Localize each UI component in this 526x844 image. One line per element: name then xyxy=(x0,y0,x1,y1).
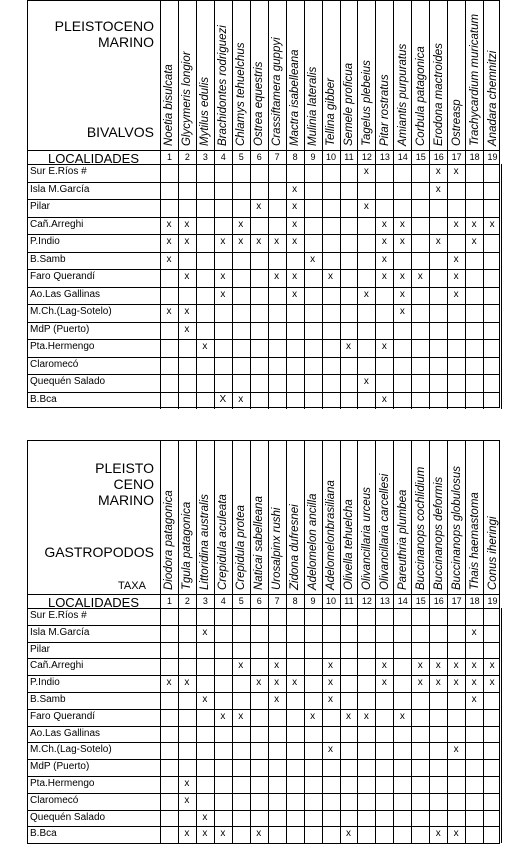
species-name: Olivella tehuelcha xyxy=(342,499,355,590)
occurrence-mark: x xyxy=(453,744,459,756)
occurrence-mark: x xyxy=(256,236,262,247)
species-column-header xyxy=(483,0,501,150)
occurrence-mark: x xyxy=(435,236,441,247)
locality-name: P.Indio xyxy=(30,236,60,247)
column-divider xyxy=(501,164,502,409)
species-column-header xyxy=(393,440,411,594)
occurrence-mark: x xyxy=(292,236,298,247)
occurrence-mark: x xyxy=(274,677,280,689)
column-number: 2 xyxy=(178,594,196,608)
species-name: Mytilus edulis xyxy=(199,76,212,146)
occurrence-mark: x xyxy=(381,253,387,265)
column-divider xyxy=(178,608,179,843)
species-column-header xyxy=(340,0,358,150)
species-name: Urosalpinx rushi xyxy=(271,507,284,590)
species-name: Tellina gibber xyxy=(325,78,338,146)
occurrence-mark: x xyxy=(310,710,316,722)
species-column-header xyxy=(357,0,375,150)
species-name: Chlamys tehuelchus xyxy=(235,42,248,146)
occurrence-mark: x xyxy=(453,677,459,689)
occurrence-mark: x xyxy=(471,677,477,689)
species-name: Semele proficua xyxy=(342,62,355,146)
locality-name: B.Bca xyxy=(30,828,57,840)
species-name: Olivancillaria carcellesi xyxy=(378,473,391,590)
column-divider xyxy=(286,608,287,843)
occurrence-mark: x xyxy=(184,271,190,282)
occurrence-mark: x xyxy=(220,710,226,722)
occurrence-mark: x xyxy=(274,694,280,705)
species-name: Erodona mactroides xyxy=(432,43,445,146)
occurrence-mark: x xyxy=(292,288,298,300)
occurrence-mark: x xyxy=(166,677,172,689)
occurrence-mark: x xyxy=(238,236,244,247)
column-divider xyxy=(411,608,412,843)
locality-name: Isla M.García xyxy=(30,183,90,195)
occurrence-mark: x xyxy=(417,677,423,689)
occurrence-mark: x xyxy=(453,166,459,177)
occurrence-mark: x xyxy=(381,341,387,352)
locality-name: B.Samb xyxy=(30,253,66,265)
species-name: Tgula patagonica xyxy=(181,501,194,590)
header-title-line: MARINO xyxy=(98,34,154,50)
column-number: 3 xyxy=(196,150,214,164)
occurrence-mark: x xyxy=(166,236,172,247)
locality-name: B.Samb xyxy=(30,694,66,705)
occurrence-mark: x xyxy=(328,271,334,282)
occurrence-mark: x xyxy=(184,218,190,230)
species-column-header xyxy=(286,0,304,150)
occurrence-mark: x xyxy=(202,828,208,840)
species-column-header xyxy=(214,0,232,150)
occurrence-mark: x xyxy=(328,694,334,705)
column-number: 11 xyxy=(340,594,358,608)
occurrence-mark: x xyxy=(453,271,459,282)
locality-name: Isla M.García xyxy=(30,626,90,638)
column-divider xyxy=(483,164,484,409)
species-column-header xyxy=(160,0,178,150)
locality-name: Cañ.Arreghi xyxy=(30,218,84,230)
occurrence-mark: x xyxy=(435,828,441,840)
column-divider xyxy=(465,164,466,409)
locality-name: MdP (Puerto) xyxy=(30,323,90,335)
locality-name: Claromecó xyxy=(30,358,79,370)
occurrence-mark: x xyxy=(202,626,208,638)
taxa-label: TAXA xyxy=(118,580,146,592)
column-number: 9 xyxy=(304,594,322,608)
species-column-header xyxy=(286,440,304,594)
column-divider xyxy=(501,608,502,843)
species-name: Olivancillaria urceus xyxy=(360,487,373,590)
species-name: Mactra isabelleana xyxy=(289,49,302,146)
header-title-line: PLEISTO xyxy=(95,460,154,476)
occurrence-mark: x xyxy=(220,271,226,282)
column-number: 6 xyxy=(250,150,268,164)
species-name: Mulinia lateralis xyxy=(307,66,320,146)
species-name: Crepidula aculeata xyxy=(217,494,230,590)
column-divider xyxy=(375,164,376,409)
occurrence-mark: x xyxy=(328,677,334,689)
column-divider xyxy=(375,608,376,843)
species-name: Noetia bisulcata xyxy=(163,64,176,146)
column-number: 11 xyxy=(340,150,358,164)
occurrence-mark: x xyxy=(328,744,334,756)
header-title-line: PLEISTOCENO xyxy=(54,18,154,34)
localidades-label: LOCALIDADES xyxy=(47,151,140,166)
column-number: 12 xyxy=(357,150,375,164)
group-label: BIVALVOS xyxy=(86,124,154,140)
column-number: 14 xyxy=(393,150,411,164)
column-divider xyxy=(357,608,358,843)
column-number: 7 xyxy=(268,594,286,608)
occurrence-mark: x xyxy=(328,660,334,672)
bivalvos-table xyxy=(0,0,526,408)
occurrence-mark: x xyxy=(220,828,226,840)
species-column-header xyxy=(268,440,286,594)
column-number: 7 xyxy=(268,150,286,164)
species-name: Naticai sabelleana xyxy=(253,496,266,590)
species-column-header xyxy=(160,440,178,594)
column-number: 10 xyxy=(322,150,340,164)
column-number: 1 xyxy=(160,594,178,608)
header-title-line: MARINO xyxy=(98,492,154,508)
species-name: Crepidula protea xyxy=(235,504,248,590)
localidades-label: LOCALIDADES xyxy=(47,595,140,610)
occurrence-mark: x xyxy=(184,828,190,840)
gastropodos-table xyxy=(0,440,526,844)
occurrence-mark: x xyxy=(489,677,495,689)
column-number: 6 xyxy=(250,594,268,608)
occurrence-mark: x xyxy=(202,811,208,823)
species-column-header xyxy=(483,440,501,594)
species-name: Pareuthria plumbea xyxy=(396,489,409,590)
species-name: Conus iheringi xyxy=(486,516,499,590)
column-divider xyxy=(411,164,412,409)
column-number: 5 xyxy=(232,594,250,608)
occurrence-mark: x xyxy=(310,253,316,265)
column-number: 10 xyxy=(322,594,340,608)
occurrence-mark: x xyxy=(363,166,369,177)
species-column-header xyxy=(375,0,393,150)
locality-name: P.Indio xyxy=(30,677,60,689)
occurrence-mark: x xyxy=(399,236,405,247)
column-number: 2 xyxy=(178,150,196,164)
locality-name: Ao.Las Gallinas xyxy=(30,727,101,739)
occurrence-mark: x xyxy=(166,306,172,317)
column-divider xyxy=(304,608,305,843)
occurrence-mark: x xyxy=(274,660,280,672)
locality-name: Quequén Salado xyxy=(30,376,106,387)
occurrence-mark: x xyxy=(381,677,387,689)
locality-name: M.Ch.(Lag-Sotelo) xyxy=(30,306,112,317)
column-divider xyxy=(393,164,394,409)
occurrence-mark: x xyxy=(184,778,190,789)
species-name: Thais haemastoma xyxy=(468,492,481,590)
occurrence-mark: x xyxy=(453,660,459,672)
species-column-header xyxy=(304,440,322,594)
column-number: 4 xyxy=(214,594,232,608)
species-column-header xyxy=(340,440,358,594)
occurrence-mark: x xyxy=(399,218,405,230)
species-column-header xyxy=(411,0,429,150)
locality-name: Ao.Las Gallinas xyxy=(30,288,101,300)
species-name: Glycymeris longior xyxy=(181,51,194,146)
occurrence-mark: x xyxy=(381,393,387,405)
species-name: Anadara chemnitzi xyxy=(486,50,499,146)
column-divider xyxy=(429,608,430,843)
occurrence-mark: x xyxy=(238,393,244,405)
occurrence-mark: x xyxy=(274,271,280,282)
occurrence-mark: x xyxy=(345,710,351,722)
occurrence-mark: x xyxy=(274,236,280,247)
species-name: Ostrea equestris xyxy=(253,61,266,146)
occurrence-mark: x xyxy=(471,236,477,247)
column-number: 19 xyxy=(483,594,501,608)
species-column-header xyxy=(465,440,483,594)
locality-name: Pilar xyxy=(30,201,51,212)
locality-name: Faro Querandí xyxy=(30,271,96,282)
species-name: Crassiftamera guppyi xyxy=(271,37,284,146)
species-name: Buccinanops globulosus xyxy=(450,465,463,590)
column-divider xyxy=(465,608,466,843)
occurrence-mark: x xyxy=(363,201,369,212)
species-column-header xyxy=(375,440,393,594)
locality-name: Quequén Salado xyxy=(30,811,106,823)
occurrence-mark: x xyxy=(453,253,459,265)
occurrence-mark: x xyxy=(471,660,477,672)
occurrence-mark: x xyxy=(399,306,405,317)
species-name: Diodora patagonica xyxy=(163,490,176,590)
column-number: 13 xyxy=(375,594,393,608)
species-name: Pitar rostratus xyxy=(378,74,391,146)
group-label: GASTROPODOS xyxy=(44,544,154,560)
locality-name: MdP (Puerto) xyxy=(30,761,90,773)
species-column-header xyxy=(232,0,250,150)
occurrence-mark: x xyxy=(256,677,262,689)
occurrence-mark: x xyxy=(292,183,298,195)
column-number: 15 xyxy=(411,150,429,164)
column-number: 19 xyxy=(483,150,501,164)
column-divider xyxy=(160,608,161,843)
species-name: Trachycardium muricatum xyxy=(468,13,481,146)
occurrence-mark: x xyxy=(345,828,351,840)
column-divider xyxy=(483,608,484,843)
column-divider xyxy=(214,164,215,409)
column-number: 4 xyxy=(214,150,232,164)
column-divider xyxy=(304,164,305,409)
occurrence-mark: x xyxy=(166,218,172,230)
occurrence-mark: x xyxy=(345,341,351,352)
occurrence-mark: x xyxy=(238,218,244,230)
column-divider xyxy=(357,164,358,409)
occurrence-mark: x xyxy=(220,288,226,300)
species-name: Tagelus plebeius xyxy=(360,60,373,146)
column-divider xyxy=(268,608,269,843)
species-column-header xyxy=(214,440,232,594)
occurrence-mark: x xyxy=(292,677,298,689)
species-column-header xyxy=(178,440,196,594)
occurrence-mark: x xyxy=(381,236,387,247)
occurrence-mark: x xyxy=(292,271,298,282)
species-name: Adelomelon ancilla xyxy=(307,493,320,590)
species-column-header xyxy=(250,0,268,150)
species-column-header xyxy=(304,0,322,150)
occurrence-mark: x xyxy=(417,660,423,672)
column-number: 18 xyxy=(465,150,483,164)
column-divider xyxy=(340,164,341,409)
species-column-header xyxy=(196,440,214,594)
species-name: Buccinanops cochlidium xyxy=(414,466,427,590)
occurrence-mark: x xyxy=(489,660,495,672)
column-divider xyxy=(322,608,323,843)
occurrence-mark: x xyxy=(381,660,387,672)
species-column-header xyxy=(322,0,340,150)
species-column-header xyxy=(411,440,429,594)
column-divider xyxy=(340,608,341,843)
species-column-header xyxy=(268,0,286,150)
column-number: 8 xyxy=(286,150,304,164)
occurrence-mark: x xyxy=(381,271,387,282)
occurrence-mark: x xyxy=(435,166,441,177)
column-number: 5 xyxy=(232,150,250,164)
column-divider xyxy=(286,164,287,409)
occurrence-mark: x xyxy=(220,236,226,247)
species-column-header xyxy=(429,0,447,150)
species-name: Littoridina australis xyxy=(199,494,212,590)
occurrence-mark: x xyxy=(399,271,405,282)
species-column-header xyxy=(465,0,483,150)
occurrence-mark: X xyxy=(219,393,227,405)
occurrence-mark: x xyxy=(166,253,172,265)
occurrence-mark: x xyxy=(363,710,369,722)
occurrence-mark: x xyxy=(363,376,369,387)
occurrence-mark: x xyxy=(292,218,298,230)
column-number: 16 xyxy=(429,150,447,164)
column-number: 17 xyxy=(447,594,465,608)
species-name: Ostreasp xyxy=(450,99,463,146)
locality-name: Faro Querandí xyxy=(30,710,96,722)
occurrence-mark: x xyxy=(381,218,387,230)
column-divider xyxy=(429,164,430,409)
species-column-header xyxy=(429,440,447,594)
species-column-header xyxy=(232,440,250,594)
column-divider xyxy=(268,164,269,409)
occurrence-mark: x xyxy=(399,288,405,300)
column-number: 14 xyxy=(393,594,411,608)
header-title-line: CENO xyxy=(113,476,154,492)
occurrence-mark: x xyxy=(184,677,190,689)
column-number: 8 xyxy=(286,594,304,608)
column-number: 13 xyxy=(375,150,393,164)
occurrence-mark: x xyxy=(435,183,441,195)
occurrence-mark: x xyxy=(417,271,423,282)
occurrence-mark: x xyxy=(238,710,244,722)
species-column-header xyxy=(250,440,268,594)
occurrence-mark: x xyxy=(202,341,208,352)
species-column-header xyxy=(357,440,375,594)
species-name: Corbula patagonica xyxy=(414,46,427,146)
species-name: Adelomelonbrasiliana xyxy=(325,480,338,590)
locality-name: B.Bca xyxy=(30,393,57,405)
occurrence-mark: x xyxy=(453,218,459,230)
occurrence-mark: x xyxy=(238,660,244,672)
locality-name: Claromecó xyxy=(30,794,79,806)
occurrence-mark: x xyxy=(471,218,477,230)
occurrence-mark: x xyxy=(256,201,262,212)
column-number: 3 xyxy=(196,594,214,608)
column-divider xyxy=(196,608,197,843)
occurrence-mark: x xyxy=(453,288,459,300)
occurrence-mark: x xyxy=(435,677,441,689)
locality-name: Sur E.Ríos # xyxy=(30,610,87,621)
column-divider xyxy=(250,608,251,843)
species-column-header xyxy=(447,0,465,150)
column-number: 17 xyxy=(447,150,465,164)
occurrence-mark: x xyxy=(489,218,495,230)
column-divider xyxy=(232,164,233,409)
locality-name: Cañ.Arreghi xyxy=(30,660,84,672)
occurrence-mark: x xyxy=(292,201,298,212)
column-number: 1 xyxy=(160,150,178,164)
column-number: 18 xyxy=(465,594,483,608)
species-column-header xyxy=(322,440,340,594)
column-number: 9 xyxy=(304,150,322,164)
occurrence-mark: x xyxy=(256,828,262,840)
occurrence-mark: x xyxy=(399,710,405,722)
column-divider xyxy=(322,164,323,409)
species-column-header xyxy=(447,440,465,594)
column-divider xyxy=(196,164,197,409)
column-divider xyxy=(214,608,215,843)
locality-name: Pilar xyxy=(30,643,51,655)
species-column-header xyxy=(178,0,196,150)
occurrence-mark: x xyxy=(184,323,190,335)
species-name: Amiantis purpuratus xyxy=(396,43,409,146)
occurrence-mark: x xyxy=(471,626,477,638)
column-divider xyxy=(232,608,233,843)
occurrence-mark: x xyxy=(184,794,190,806)
column-divider xyxy=(447,608,448,843)
species-name: Zidona dufresnei xyxy=(289,504,302,590)
species-column-header xyxy=(393,0,411,150)
locality-name: Pta.Hermengo xyxy=(30,778,95,789)
species-name: Brachidontes rodriguezi xyxy=(217,25,230,146)
occurrence-mark: x xyxy=(184,306,190,317)
occurrence-mark: x xyxy=(453,828,459,840)
occurrence-mark: x xyxy=(471,694,477,705)
occurrence-mark: x xyxy=(363,288,369,300)
locality-name: M.Ch.(Lag-Sotelo) xyxy=(30,744,112,756)
species-column-header xyxy=(196,0,214,150)
occurrence-mark: x xyxy=(202,694,208,705)
column-divider xyxy=(160,164,161,409)
column-number: 15 xyxy=(411,594,429,608)
column-divider xyxy=(393,608,394,843)
species-name: Buccinanops deformis xyxy=(432,476,445,590)
column-number: 12 xyxy=(357,594,375,608)
occurrence-mark: x xyxy=(435,660,441,672)
column-divider xyxy=(250,164,251,409)
column-number: 16 xyxy=(429,594,447,608)
occurrence-mark: x xyxy=(184,236,190,247)
locality-name: Pta.Hermengo xyxy=(30,341,95,352)
locality-name: Sur E.Ríos # xyxy=(30,166,87,177)
column-divider xyxy=(178,164,179,409)
column-divider xyxy=(447,164,448,409)
